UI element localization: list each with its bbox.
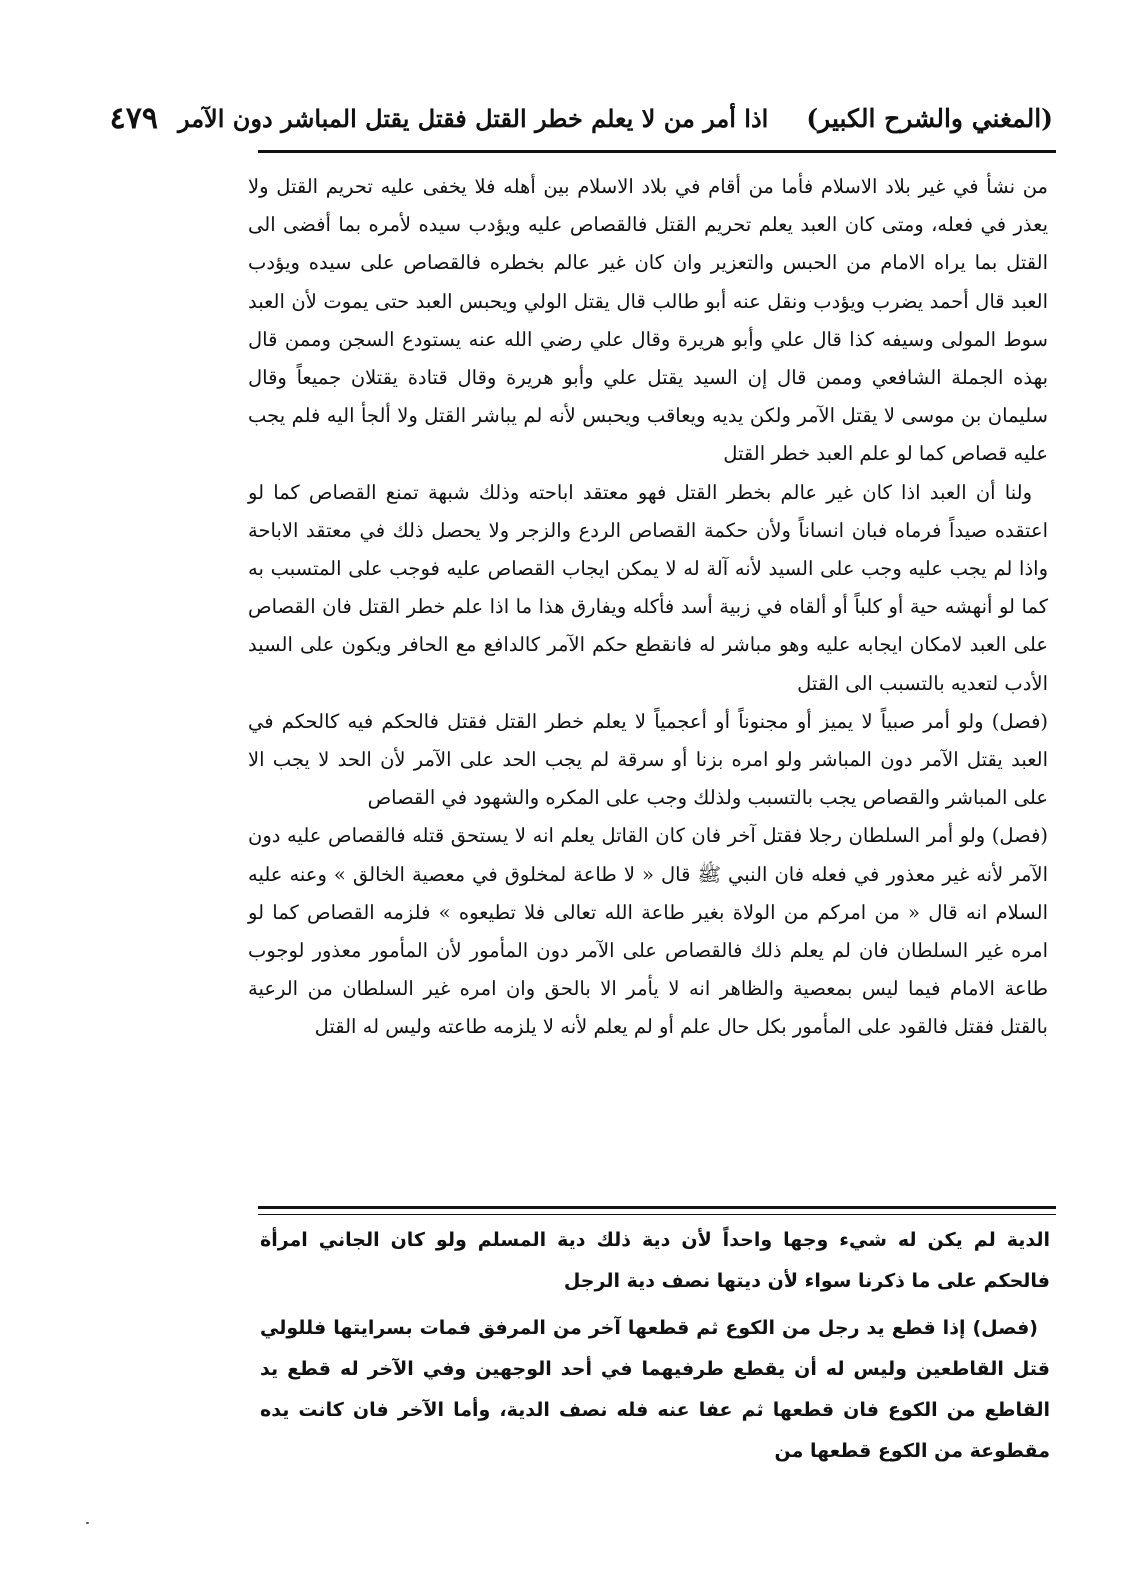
- page-header: [109, 96, 1053, 140]
- scan-speck: [86, 1522, 89, 1524]
- main-text: [248, 168, 1048, 1047]
- header-divider: [258, 150, 1056, 153]
- paragraph: ولنا أن العبد اذا كان غير عالم بخطر القتل فهو معتقد اباحته وذلك شبهة تمنع القصاص كما لو اعتقده صيداً فرماه فبان انساناً ولأن حكمة القصاص الردع والزجر ولا يحصل ذلك في معتقد الاباحة واذا لم يجب عليه وجب على السيد لأنه آلة له لا يمكن ايجاب القصاص عليه فوجب على المتسبب به كما لو أنهشه حية أو كلباً أو ألقاه في زبية أسد فأكله ويفارق هذا ما اذا علم خطر القتل فان القصاص على العبد لامكان ايجابه عليه وهو مباشر له فانقطع حكم الآمر كالدافع مع الحافر ويكون على السيد الأدب لتعديه بالتسبب الى القتل: [248, 480, 1049, 695]
- chapter-heading: اذا أمر من لا يعلم خطر القتل فقتل يقتل المباشر دون الآمر: [177, 103, 769, 133]
- page-number: ٤٧٩: [109, 100, 158, 136]
- paragraph: (فصل) ولو أمر السلطان رجلا فقتل آخر فان كان القاتل يعلم انه لا يستحق قتله فالقصاص عليه دون الآمر لأنه غير معذور في فعله فان النبي ﷺ قال « لا طاعة لمخلوق في معصية الخالق » وعنه عليه السلام انه قال « من امركم من الولاة بغير طاعة الله تعالى فلا تطيعوه » فلزمه القصاص كما لو امره غير السلطان فان لم يعلم ذلك فالقصاص على الآمر دون المأمور لأن المأمور معذور لوجوب طاعة الامام فيما ليس بمعصية والظاهر انه لا يأمر الا بالحق وان امره غير السلطان من الرعية بالقتل فقتل فالقود على المأمور بكل حال علم أو لم يعلم لأنه لا يلزمه طاعته وليس له القتل: [248, 824, 1048, 1039]
- paragraph: من نشأ في غير بلاد الاسلام فأما من أقام في بلاد الاسلام بين أهله فلا يخفى عليه تحريم القتل ولا يعذر في فعله، ومتى كان العبد يعلم تحريم القتل فالقصاص عليه ويؤدب سيده لأمره بما أفضى الى القتل بما يراه الامام من الحبس والتعزير وان كان غير عالم بخطره فالقصاص على سيده ويؤدب العبد قال أحمد يضرب ويؤدب ونقل عنه أبو طالب قال يقتل الولي ويحبس العبد حتى يموت لأن العبد سوط المولى وسيفه كذا قال علي وأبو هريرة وقال علي رضي الله عنه يستودع السجن وممن قال بهذه الجملة الشافعي وممن قال إن السيد يقتل علي وأبو هريرة وقال قتادة يقتلان جميعاً وقال سليمان بن موسى لا يقتل الآمر ولكن يديه ويعاقب ويحبس لأنه لم يباشر القتل ولا ألجأ اليه فلم يجب عليه قصاص كما لو علم العبد خطر القتل: [248, 175, 1048, 466]
- footnote-paragraph: الدية لم يكن له شيء وجها واحداً لأن دية ذلك دية المسلم ولو كان الجاني امرأة فالحكم على ما ذكرنا سواء لأن ديتها نصف دية الرجل: [260, 1229, 1050, 1292]
- footnote-divider: [258, 1206, 1056, 1215]
- paragraph: (فصل) ولو أمر صبياً لا يميز أو مجنوناً أو أعجمياً لا يعلم خطر القتل فقتل فالحكم فيه كالحكم في العبد يقتل الآمر دون المباشر ولو امره بزنا أو سرقة لم يجب الحد على الآمر لأن الحد لا يجب الا على المباشر والقصاص يجب بالتسبب ولذلك وجب على المكره والشهود في القصاص: [248, 709, 1048, 810]
- footnote-text: [260, 1220, 1050, 1472]
- footnote-paragraph: (فصل) إذا قطع يد رجل من الكوع ثم قطعها آخر من المرفق فمات بسرايتها فللولي قتل القاطعين وليس له أن يقطع طرفيهما في أحد الوجهين وفي الآخر له قطع يد القاطع من الكوع فان قطعها ثم عفا عنه فله نصف الدية، وأما الآخر فان كانت يده مقطوعة من الكوع قطعها من: [260, 1317, 1050, 1462]
- book-title: (المغني والشرح الكبير): [806, 103, 1053, 133]
